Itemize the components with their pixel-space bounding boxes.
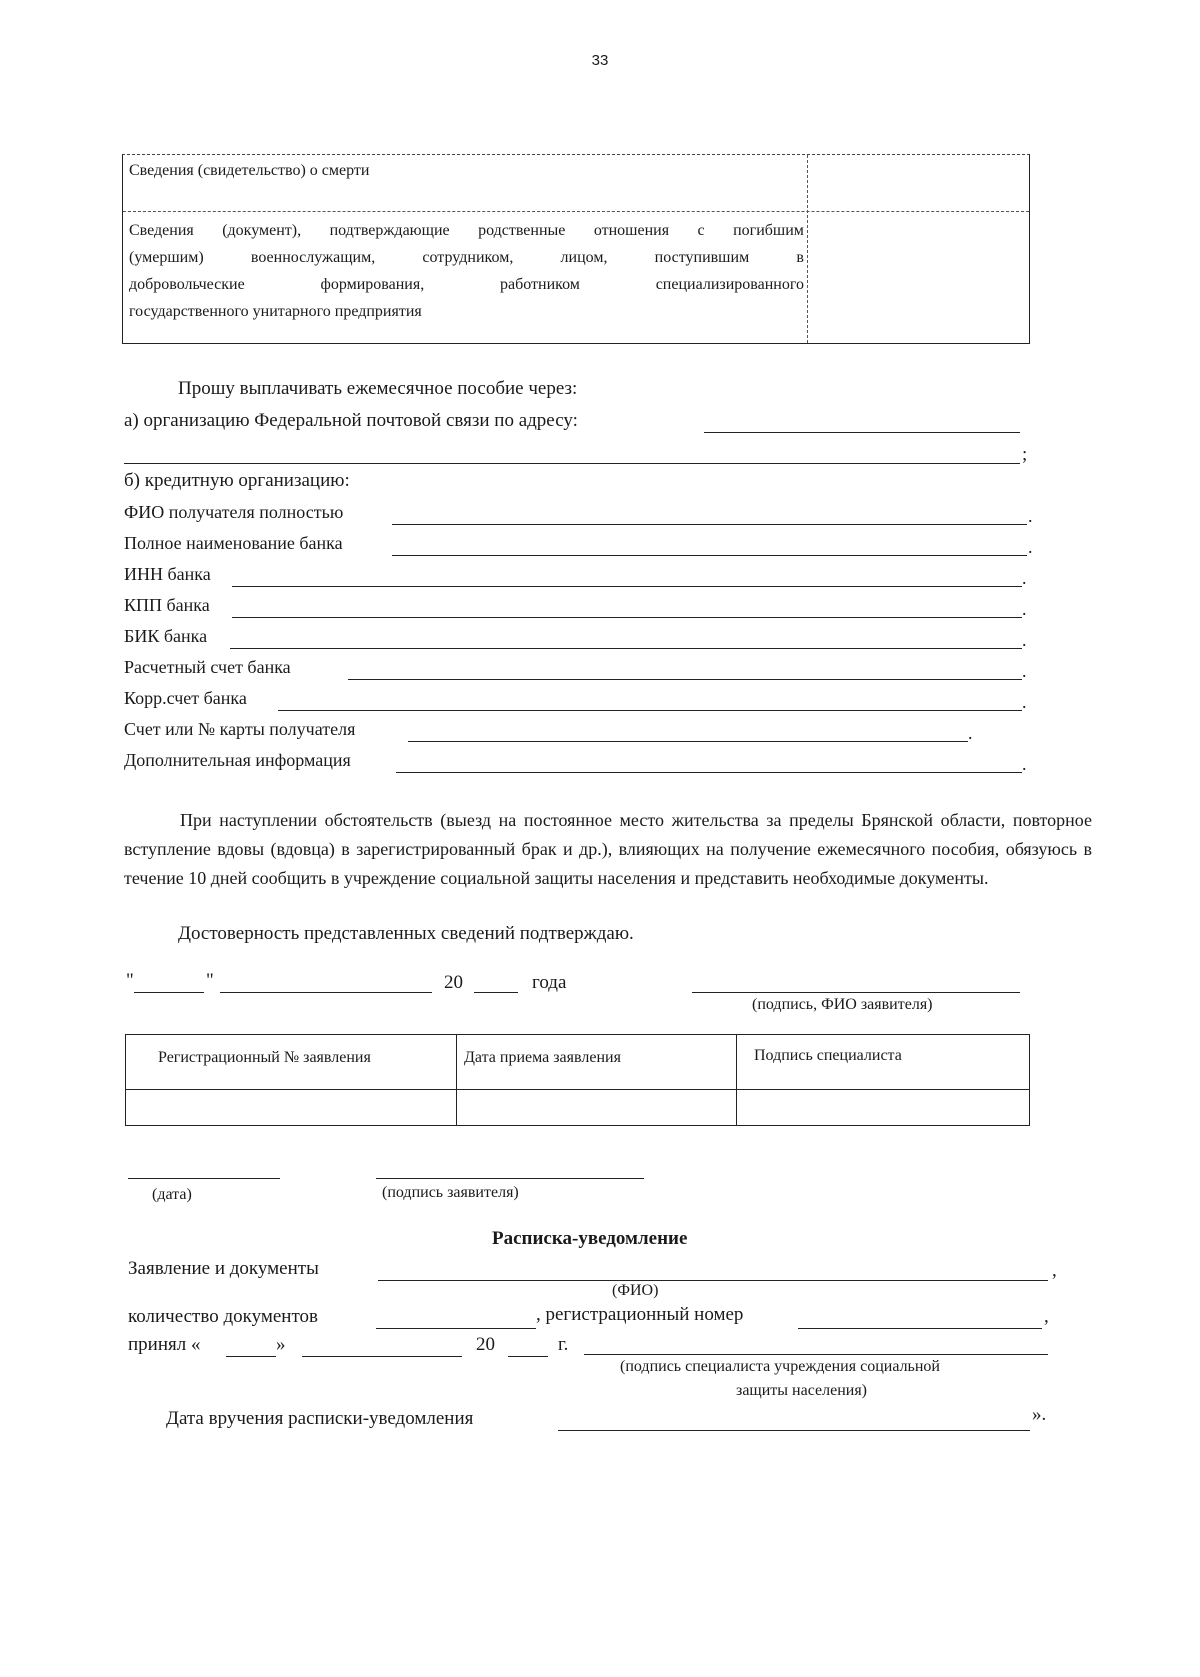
kinship-line-3: добровольческие формирования, работником специализированного bbox=[129, 276, 804, 293]
accepted-quote-close: » bbox=[276, 1334, 286, 1355]
recipient-name-field[interactable] bbox=[392, 524, 1027, 525]
accepted-month-field[interactable] bbox=[302, 1356, 462, 1357]
fio-caption: (ФИО) bbox=[612, 1282, 659, 1299]
receipt-title: Расписка-уведомление bbox=[492, 1228, 688, 1249]
count-label: количество документов bbox=[128, 1306, 318, 1327]
accepted-year-prefix: 20 bbox=[476, 1334, 495, 1355]
documents-table bbox=[122, 154, 1030, 344]
kinship-document-row bbox=[129, 217, 804, 325]
obligation-paragraph: При наступлении обстоятельств (выезд на постоянное место жительства за пределы Брянской области, повторное вступление вдовы (вдовца) в зарегистрированный брак и др.), влияющих на получение ежемесячного пособия, обязуюсь в течение 10 дней сообщить в учреждение социальной защиты населения и представить необходимые документы. bbox=[124, 810, 1092, 888]
reg-date-cell[interactable] bbox=[457, 1090, 736, 1125]
field-label-kpp: КПП банка bbox=[124, 595, 210, 615]
bik-field[interactable] bbox=[230, 648, 1022, 649]
field-end: . bbox=[1028, 537, 1033, 557]
reg-number-label: , регистрационный номер bbox=[536, 1304, 744, 1325]
field-end: . bbox=[968, 723, 973, 743]
corr-account-field[interactable] bbox=[278, 710, 1022, 711]
reg-header-number: Регистрационный № заявления bbox=[158, 1049, 371, 1066]
accepted-label: принял « bbox=[128, 1334, 201, 1355]
field-end: . bbox=[1028, 506, 1033, 526]
field-label-inn: ИНН банка bbox=[124, 564, 211, 584]
applicant-signature-field[interactable] bbox=[692, 992, 1020, 993]
field-end: . bbox=[1022, 599, 1027, 619]
additional-info-field[interactable] bbox=[396, 772, 1022, 773]
field-end: . bbox=[1022, 692, 1027, 712]
registration-table bbox=[125, 1034, 1030, 1126]
field-label-bank-name: Полное наименование банка bbox=[124, 533, 343, 553]
inn-field[interactable] bbox=[232, 586, 1022, 587]
field-end: . bbox=[1022, 630, 1027, 650]
kpp-field[interactable] bbox=[232, 617, 1022, 618]
accepted-year-field[interactable] bbox=[508, 1356, 548, 1357]
delivery-label: Дата вручения расписки-уведомления bbox=[166, 1408, 474, 1429]
documents-label: Заявление и документы bbox=[128, 1258, 319, 1279]
year-suffix: года bbox=[532, 972, 567, 993]
accepted-year-suffix: г. bbox=[558, 1334, 569, 1355]
kinship-line-1: Сведения (документ), подтверждающие родственные отношения с погибшим bbox=[129, 222, 804, 239]
year-field[interactable] bbox=[474, 992, 518, 993]
field-end: . bbox=[1022, 754, 1027, 774]
date-caption: (дата) bbox=[152, 1186, 192, 1203]
field-label-card: Счет или № карты получателя bbox=[124, 719, 356, 739]
option-b-label: б) кредитную организацию: bbox=[124, 470, 350, 491]
documents-end: , bbox=[1052, 1260, 1057, 1281]
date-field[interactable] bbox=[128, 1178, 280, 1179]
day-field[interactable] bbox=[134, 992, 204, 993]
field-label-bik: БИК банка bbox=[124, 626, 208, 646]
specialist-caption-line-2: защиты населения) bbox=[736, 1382, 868, 1399]
delivery-date-field[interactable] bbox=[558, 1430, 1030, 1431]
table-column-divider bbox=[807, 155, 808, 343]
reg-number-end: , bbox=[1044, 1306, 1049, 1327]
field-end: . bbox=[1022, 661, 1027, 681]
fio-field[interactable] bbox=[378, 1280, 1048, 1281]
kinship-line-2: (умершим) военнослужащим, сотрудником, лицом, поступившим в bbox=[129, 249, 804, 266]
month-field[interactable] bbox=[220, 992, 432, 993]
date-quote-open: " bbox=[126, 970, 134, 991]
year-prefix: 20 bbox=[444, 972, 463, 993]
reg-header-signature: Подпись специалиста bbox=[754, 1047, 902, 1064]
field-label-corr-account: Корр.счет банка bbox=[124, 688, 247, 708]
specialist-caption-line-1: (подпись специалиста учреждения социальной bbox=[620, 1358, 940, 1375]
option-a-end: ; bbox=[1022, 444, 1028, 465]
confirmation-text: Достоверность представленных сведений подтверждаю. bbox=[178, 923, 634, 944]
death-certificate-row: Сведения (свидетельство) о смерти bbox=[129, 162, 370, 179]
account-field[interactable] bbox=[348, 679, 1022, 680]
delivery-end: ». bbox=[1032, 1404, 1047, 1425]
field-label-additional: Дополнительная информация bbox=[124, 750, 351, 770]
documents-count-field[interactable] bbox=[376, 1328, 536, 1329]
accepted-day-field[interactable] bbox=[226, 1356, 276, 1357]
applicant-signature-caption: (подпись заявителя) bbox=[382, 1184, 519, 1201]
field-label-recipient-name: ФИО получателя полностью bbox=[124, 502, 344, 522]
page-number: 33 bbox=[591, 52, 609, 69]
table-row-divider bbox=[123, 211, 1029, 212]
specialist-signature-field[interactable] bbox=[584, 1354, 1048, 1355]
reg-number-cell[interactable] bbox=[126, 1090, 456, 1125]
date-quote-close: " bbox=[206, 970, 214, 991]
applicant-signature-line[interactable] bbox=[376, 1178, 644, 1179]
option-a-label: а) организацию Федеральной почтовой связи по адресу: bbox=[124, 410, 578, 431]
address-field[interactable] bbox=[704, 432, 1020, 433]
reg-signature-cell[interactable] bbox=[737, 1090, 1029, 1125]
field-end: . bbox=[1022, 568, 1027, 588]
signature-caption: (подпись, ФИО заявителя) bbox=[752, 996, 933, 1013]
reg-header-date: Дата приема заявления bbox=[464, 1049, 621, 1066]
kinship-line-4: государственного унитарного предприятия bbox=[129, 303, 422, 320]
payment-intro: Прошу выплачивать ежемесячное пособие через: bbox=[178, 378, 578, 399]
reg-number-field[interactable] bbox=[798, 1328, 1042, 1329]
card-number-field[interactable] bbox=[408, 741, 968, 742]
address-field-line-2[interactable] bbox=[124, 463, 1020, 464]
bank-name-field[interactable] bbox=[392, 555, 1027, 556]
field-label-account: Расчетный счет банка bbox=[124, 657, 291, 677]
